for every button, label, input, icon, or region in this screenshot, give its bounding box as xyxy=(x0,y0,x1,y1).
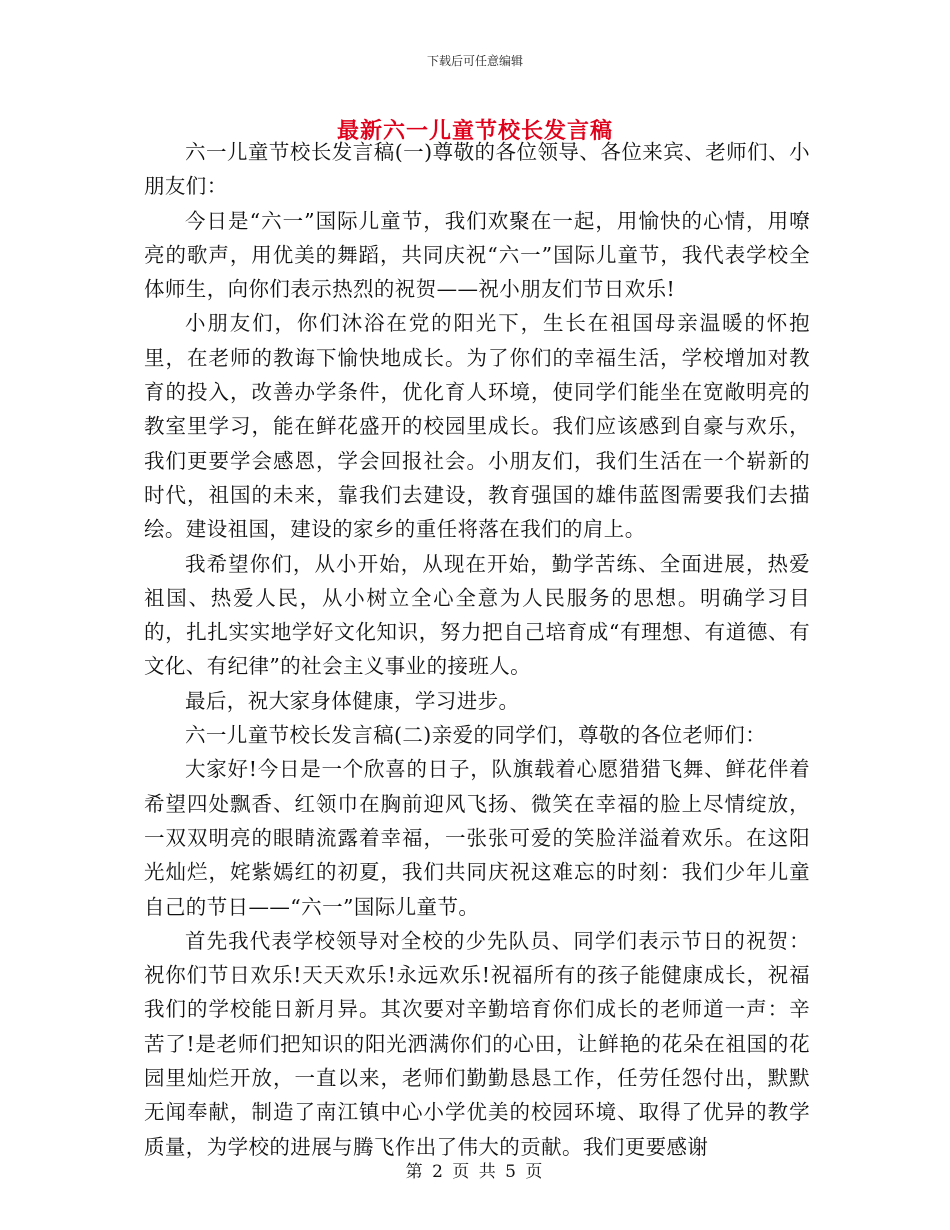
paragraph: 今日是“六一”国际儿童节，我们欢聚在一起，用愉快的心情，用嘹亮的歌声，用优美的舞蹈，共同庆祝“六一”国际儿童节，我代表学校全体师生，向你们表示热烈的祝贺——祝小朋友们节日欢乐! xyxy=(144,208,810,302)
document-title: 最新六一儿童节校长发言稿 xyxy=(336,119,613,144)
paragraph: 六一儿童节校长发言稿(二)亲爱的同学们，尊敬的各位老师们： xyxy=(185,723,767,748)
paragraph: 大家好!今日是一个欣喜的日子，队旗载着心愿猎猎飞舞、鲜花伴着希望四处飘香、红领巾在胸前迎风飞扬、微笑在幸福的脸上尽情绽放，一双双明亮的眼睛流露着幸福，一张张可爱的笑脸洋溢着欢乐。在这阳光灿烂，姹紫嫣红的初夏，我们共同庆祝这难忘的时刻：我们少年儿童自己的节日——“六一”国际儿童节。 xyxy=(144,757,810,919)
paragraph: 六一儿童节校长发言稿(一)尊敬的各位领导、各位来宾、老师们、小朋友们： xyxy=(144,140,810,199)
paragraph: 我希望你们，从小开始，从现在开始，勤学苦练、全面进展，热爱祖国、热爱人民，从小树立全心全意为人民服务的思想。明确学习目的，扎扎实实地学好文化知识，努力把自己培育成“有理想、有道德、有文化、有纪律”的社会主义事业的接班人。 xyxy=(144,551,810,679)
paragraph: 小朋友们，你们沐浴在党的阳光下，生长在祖国母亲温暖的怀抱里，在老师的教诲下愉快地成长。为了你们的幸福生活，学校增加对教育的投入，改善办学条件，优化育人环境，使同学们能坐在宽敞明亮的教室里学习，能在鲜花盛开的校园里成长。我们应该感到自豪与欢乐，我们更要学会感恩，学会回报社会。小朋友们，我们生活在一个崭新的时代，祖国的未来，靠我们去建设，教育强国的雄伟蓝图需要我们去描绘。建设祖国，建设的家乡的重任将落在我们的肩上。 xyxy=(144,311,810,542)
paragraph: 首先我代表学校领导对全校的少先队员、同学们表示节日的祝贺：祝你们节日欢乐!天天欢乐!永远欢乐!祝福所有的孩子能健康成长，祝福我们的学校能日新月异。其次要对辛勤培育你们成长的老师道一声：辛苦了!是老师们把知识的阳光洒满你们的心田，让鲜艳的花朵在祖国的花园里灿烂开放，一直以来，老师们勤勤恳恳工作，任劳任怨付出，默默无闻奉献，制造了南江镇中心小学优美的校园环境、取得了优异的教学质量，为学校的进展与腾飞作出了伟大的贡献。我们更要感谢 xyxy=(144,928,810,1159)
paragraph: 最后，祝大家身体健康，学习进步。 xyxy=(185,688,520,713)
header-note: 下载后可任意编辑 xyxy=(426,54,523,68)
document-body xyxy=(144,135,810,1164)
page-number: 第 2 页 共 5 页 xyxy=(405,1162,545,1182)
